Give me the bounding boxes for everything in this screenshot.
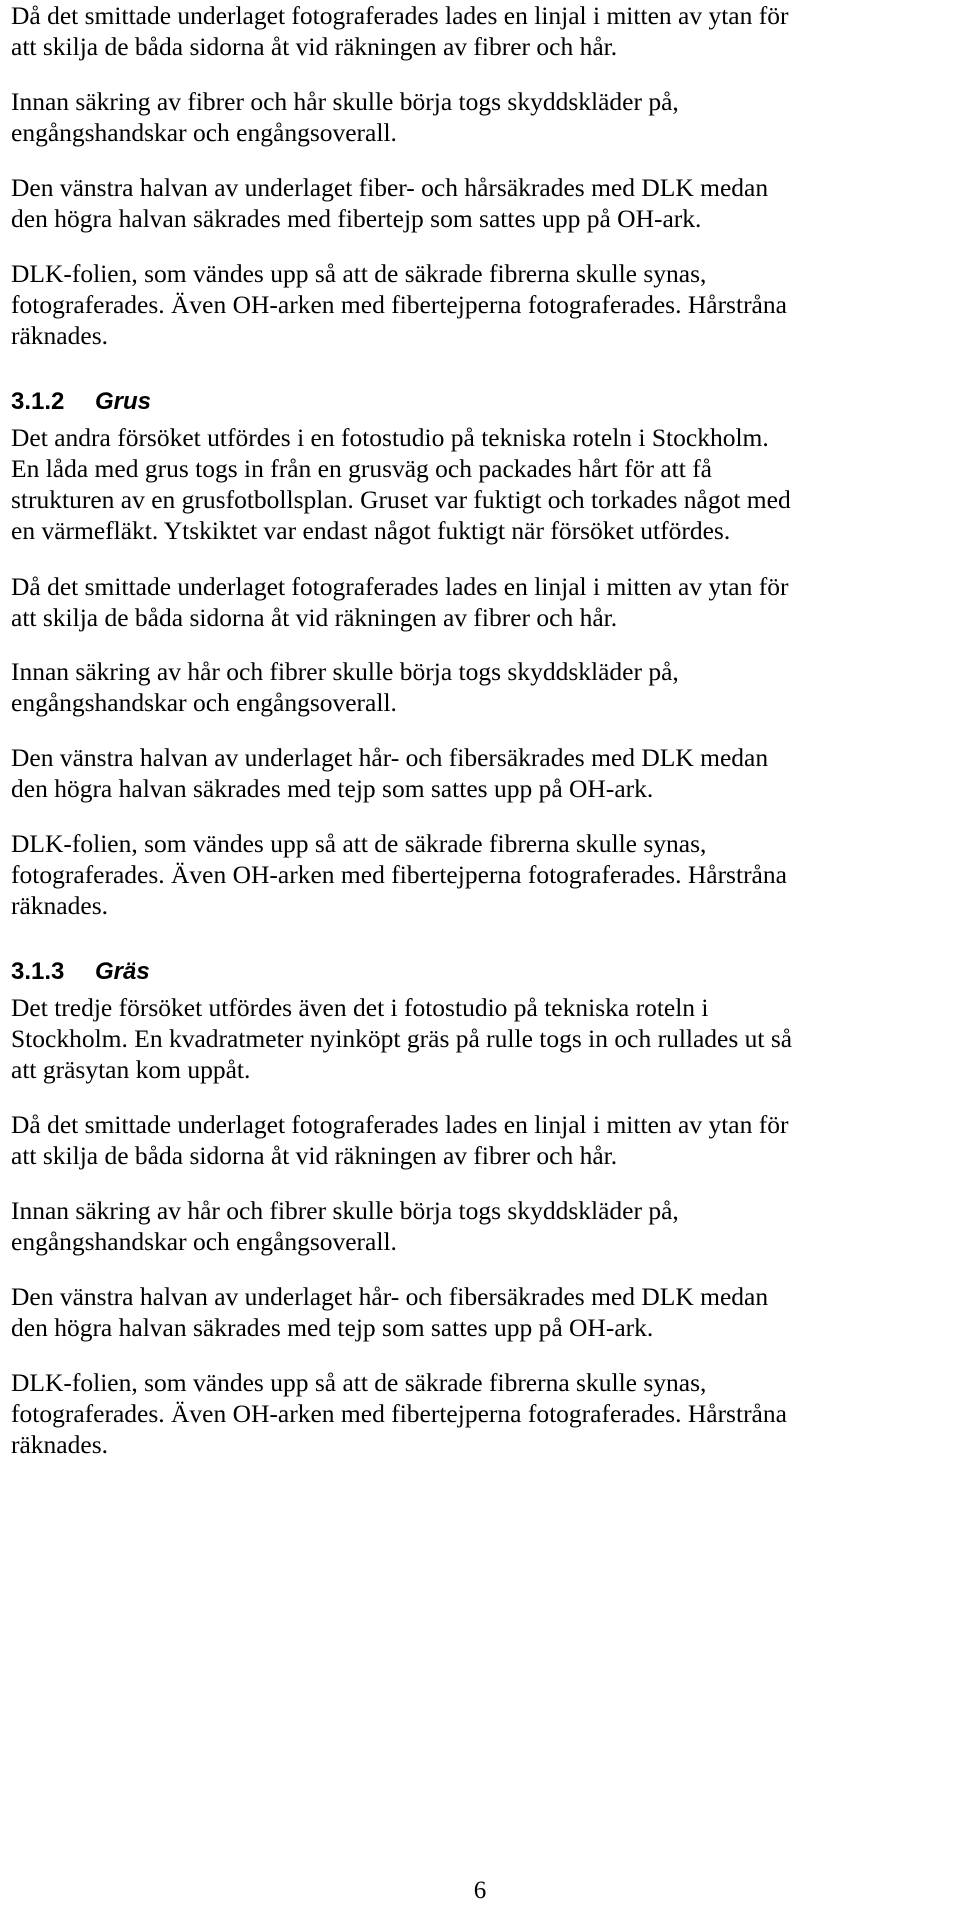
paragraph-line: engångshandskar och engångsoverall.	[11, 688, 397, 717]
paragraph-line: Stockholm. En kvadratmeter nyinköpt gräs på rulle togs in och rullades ut så	[11, 1024, 793, 1053]
paragraph-line: Då det smittade underlaget fotograferades lades en linjal i mitten av ytan för	[11, 572, 789, 601]
paragraph-protective-clothing-3	[11, 1195, 956, 1257]
paragraph-line: en värmefläkt. Ytskiktet var endast något fuktigt när försöket utfördes.	[11, 516, 731, 545]
paragraph-line: Innan säkring av fibrer och hår skulle börja togs skyddskläder på,	[11, 87, 679, 116]
paragraph-securing-method-3	[11, 1281, 956, 1343]
paragraph-line: Det andra försöket utfördes i en fotostudio på tekniska roteln i Stockholm.	[11, 423, 769, 452]
paragraph-line: engångshandskar och engångsoverall.	[11, 118, 397, 147]
paragraph-grus-intro	[11, 422, 956, 546]
paragraph-line: DLK-folien, som vändes upp så att de säkrade fibrerna skulle synas,	[11, 829, 707, 858]
paragraph-line: fotograferades. Även OH-arken med fibertejperna fotograferades. Hårstråna	[11, 1399, 787, 1428]
paragraph-protective-clothing-1	[11, 86, 956, 148]
section-title: Grus	[95, 388, 152, 415]
paragraph-line: att skilja de båda sidorna åt vid räkningen av fibrer och hår.	[11, 1141, 618, 1170]
paragraph-line: Den vänstra halvan av underlaget hår- och fibersäkrades med DLK medan	[11, 1282, 769, 1311]
paragraph-line: räknades.	[11, 321, 108, 350]
paragraph-securing-method-2	[11, 742, 956, 804]
paragraph-line: att gräsytan kom uppåt.	[11, 1055, 251, 1084]
section-number: 3.1.2	[11, 388, 65, 415]
paragraph-ruler-placement-3	[11, 1109, 956, 1171]
paragraph-line: räknades.	[11, 891, 108, 920]
paragraph-protective-clothing-2	[11, 656, 956, 718]
paragraph-line: Innan säkring av hår och fibrer skulle börja togs skyddskläder på,	[11, 657, 679, 686]
paragraph-ruler-placement-2	[11, 571, 956, 633]
paragraph-line: Då det smittade underlaget fotograferades lades en linjal i mitten av ytan för	[11, 1110, 789, 1139]
paragraph-line: den högra halvan säkrades med fibertejp som sattes upp på OH-ark.	[11, 204, 702, 233]
paragraph-line: engångshandskar och engångsoverall.	[11, 1227, 397, 1256]
paragraph-dlk-folien-1	[11, 258, 956, 351]
paragraph-line: fotograferades. Även OH-arken med fibertejperna fotograferades. Hårstråna	[11, 290, 787, 319]
paragraph-line: Då det smittade underlaget fotograferades lades en linjal i mitten av ytan för	[11, 1, 789, 30]
paragraph-line: Den vänstra halvan av underlaget hår- och fibersäkrades med DLK medan	[11, 743, 769, 772]
paragraph-line: En låda med grus togs in från en grusväg och packades hårt för att få	[11, 454, 713, 483]
section-number: 3.1.3	[11, 958, 65, 985]
paragraph-line: räknades.	[11, 1430, 108, 1459]
paragraph-line: strukturen av en grusfotbollsplan. Gruset var fuktigt och torkades något med	[11, 485, 791, 514]
paragraph-line: DLK-folien, som vändes upp så att de säkrade fibrerna skulle synas,	[11, 259, 707, 288]
paragraph-line: den högra halvan säkrades med tejp som sattes upp på OH-ark.	[11, 774, 654, 803]
paragraph-ruler-placement-1	[11, 0, 956, 62]
paragraph-line: att skilja de båda sidorna åt vid räkningen av fibrer och hår.	[11, 603, 618, 632]
paragraph-dlk-folien-3	[11, 1367, 956, 1460]
page-number: 6	[473, 1877, 487, 1904]
section-title: Gräs	[95, 958, 150, 985]
paragraph-dlk-folien-2	[11, 828, 956, 921]
section-heading-grus	[11, 387, 151, 417]
paragraph-line: den högra halvan säkrades med tejp som sattes upp på OH-ark.	[11, 1313, 654, 1342]
paragraph-line: DLK-folien, som vändes upp så att de säkrade fibrerna skulle synas,	[11, 1368, 707, 1397]
paragraph-securing-method-1	[11, 172, 956, 234]
paragraph-line: Innan säkring av hår och fibrer skulle börja togs skyddskläder på,	[11, 1196, 679, 1225]
paragraph-line: fotograferades. Även OH-arken med fibertejperna fotograferades. Hårstråna	[11, 860, 787, 889]
section-heading-gras	[11, 957, 150, 987]
paragraph-gras-intro	[11, 992, 956, 1085]
paragraph-line: Den vänstra halvan av underlaget fiber- och hårsäkrades med DLK medan	[11, 173, 769, 202]
paragraph-line: att skilja de båda sidorna åt vid räkningen av fibrer och hår.	[11, 32, 618, 61]
paragraph-line: Det tredje försöket utfördes även det i fotostudio på tekniska roteln i	[11, 993, 709, 1022]
